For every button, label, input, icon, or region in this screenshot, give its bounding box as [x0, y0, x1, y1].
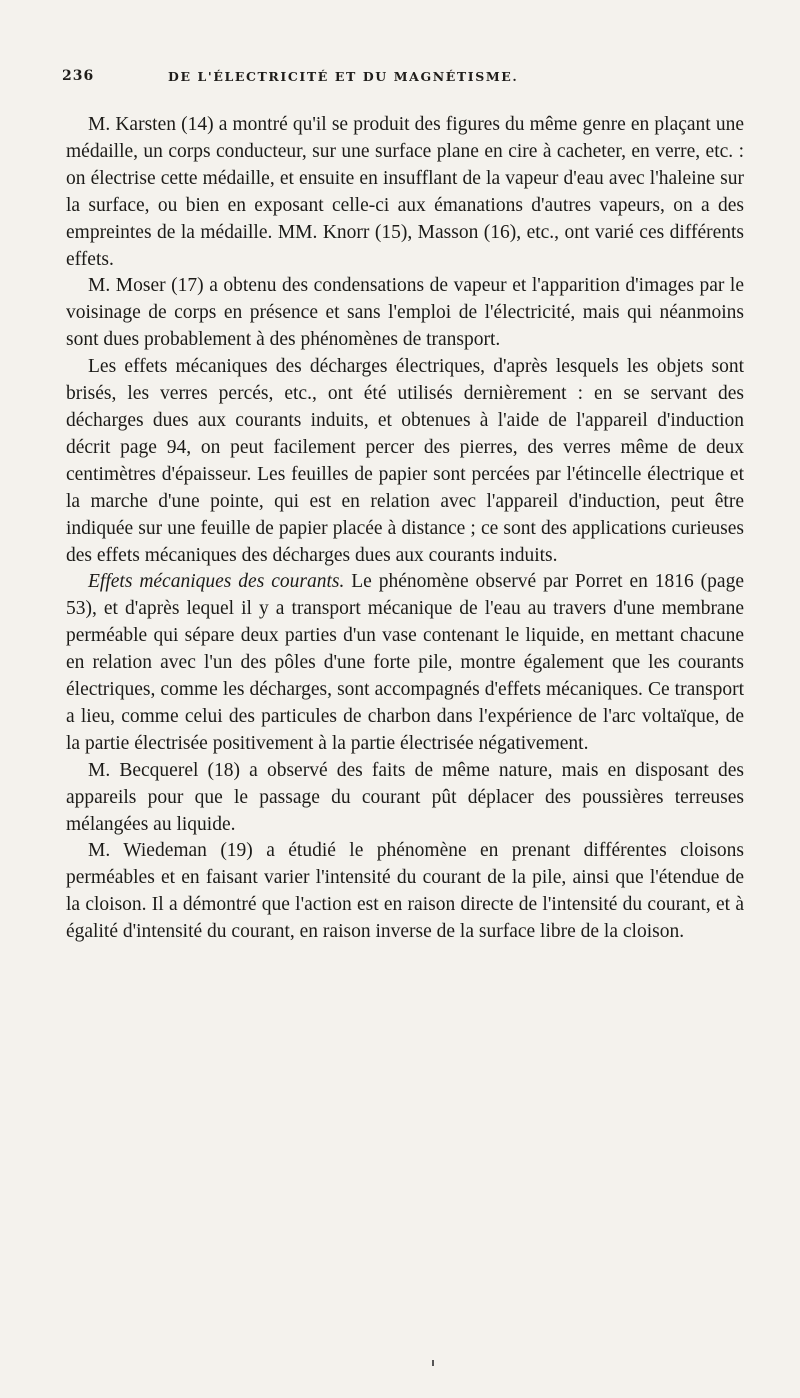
- paragraph-mechanical-currents: [66, 569, 744, 757]
- running-head-title: DE L'ÉLECTRICITÉ ET DU MAGNÉTISME.: [168, 69, 519, 84]
- paragraph-moser: M. Moser (17) a obtenu des condensations de vapeur et l'apparition d'images par le voisinage de corps en présence et sans l'emploi de l'électricité, mais qui néanmoins sont dues probablement à des phénomènes de transport.: [66, 275, 744, 351]
- body-text: [66, 112, 744, 946]
- page-number: 236: [62, 68, 95, 84]
- print-mark: [432, 1360, 434, 1366]
- section-lead-italic: Effets mécaniques des courants.: [88, 571, 345, 593]
- paragraph-wiedeman: M. Wiedeman (19) a étudié le phénomène en prenant différentes cloisons perméables et en faisant varier l'intensité du courant de la pile, ainsi que l'étendue de la cloison. Il a démontré que l'action est en raison directe de l'intensité du courant, et à égalité d'intensité du courant, en raison inverse de la surface libre de la cloison.: [66, 840, 744, 943]
- running-head: [62, 68, 722, 90]
- paragraph-karsten: M. Karsten (14) a montré qu'il se produit des figures du même genre en plaçant une médaille, un corps conducteur, sur une surface plane en cire à cacheter, en verre, etc. : on électrise cette médaille, et ensuite en insufflant de la vapeur d'eau avec l'haleine sur la surface, ou bien en exposant celle-ci aux émanations d'autres vapeurs, on a des empreintes de la médaille. MM. Knorr (15), Masson (16), etc., ont varié ces différents effets.: [66, 114, 744, 270]
- paragraph-becquerel: M. Becquerel (18) a observé des faits de même nature, mais en disposant des appareils pour que le passage du courant pût déplacer des poussières terreuses mélangées au liquide.: [66, 759, 744, 835]
- paragraph-porret-text: Le phénomène observé par Porret en 1816 (page 53), et d'après lequel il y a transport mécanique de l'eau au travers d'une membrane perméable qui sépare deux parties d'un vase contenant le liquide, en mettant chacune en relation avec l'un des pôles d'une forte pile, montre également que les courants électriques, comme les décharges, sont accompagnés d'effets mécaniques. Ce transport a lieu, comme celui des particules de charbon dans l'expérience de l'arc voltaïque, de la partie électrisée positivement à la partie électrisée négativement.: [66, 571, 744, 754]
- paragraph-mechanical-discharges: Les effets mécaniques des décharges électriques, d'après lesquels les objets sont brisés, les verres percés, etc., ont été utilisés dernièrement : en se servant des décharges dues aux courants induits, et obtenues à l'aide de l'appareil d'induction décrit page 94, on peut facilement percer des pierres, des verres même de deux centimètres d'épaisseur. Les feuilles de papier sont percées par l'étincelle électrique et la marche d'une pointe, qui est en relation avec l'appareil d'induction, peut être indiquée sur une feuille de papier placée à distance ; ce sont des applications curieuses des effets mécaniques des décharges dues aux courants induits.: [66, 356, 744, 566]
